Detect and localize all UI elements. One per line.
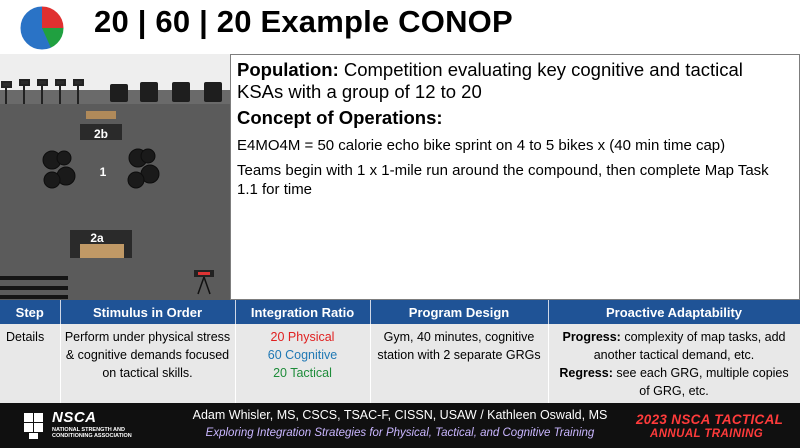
progress-text: complexity of map tasks, add another tactical demand, etc. <box>593 330 786 362</box>
logo-subtext: NATIONAL STRENGTH AND CONDITIONING ASSOCIATION <box>52 427 132 439</box>
population-text: Competition evaluating key cognitive and tactical KSAs with a group of 12 to 20 <box>237 59 743 102</box>
header-adaptability: Proactive Adaptability <box>548 300 800 324</box>
header-ratio: Integration Ratio <box>235 300 370 324</box>
ratio-tactical: 20 Tactical <box>273 366 332 380</box>
logo-text: NSCA <box>52 409 97 426</box>
progress-label: Progress: <box>562 330 621 344</box>
teams-line: Teams begin with 1 x 1-mile run around the compound, then complete Map Task 1.1 for time <box>237 162 769 198</box>
population-label: Population: <box>237 59 339 80</box>
station-2b-label: 2b <box>93 127 109 141</box>
header-stimulus: Stimulus in Order <box>60 300 235 324</box>
dumbbell-rack <box>0 276 68 299</box>
cell-program: Gym, 40 minutes, cognitive station with 2 separate GRGs <box>370 324 548 426</box>
header-program: Program Design <box>370 300 548 324</box>
ratio-cognitive: 60 Cognitive <box>267 348 338 362</box>
footer-bar <box>0 403 800 448</box>
title-bar <box>0 0 800 52</box>
event-title-line1: 2023 NSCA TACTICAL <box>636 412 784 427</box>
presentation-subtitle: Exploring Integration Strategies for Physical, Tactical, and Cognitive Training <box>205 427 595 439</box>
regress-line <box>553 364 796 400</box>
slide-title: 20 | 60 | 20 Example CONOP <box>94 4 513 39</box>
progress-line <box>553 328 796 364</box>
gym-floorplan-image <box>0 54 230 300</box>
conops-heading: Concept of Operations: <box>237 107 443 128</box>
regress-text: see each GRG, multiple copies of GRG, etc. <box>612 366 789 398</box>
authors-line: Adam Whisler, MS, CSCS, TSAC-F, CISSN, USAW / Kathleen Oswald, MS <box>192 408 608 422</box>
population-paragraph <box>237 59 791 103</box>
regress-label: Regress: <box>559 366 613 380</box>
workout-line: E4MO4M = 50 calorie echo bike sprint on 4 to 5 bikes x (40 min time cap) <box>237 137 726 154</box>
cell-stimulus: Perform under physical stress & cognitive demands focused on tactical skills. <box>60 324 235 426</box>
station-2a-label: 2a <box>90 231 104 245</box>
ratio-physical: 20 Physical <box>270 330 335 344</box>
header-step: Step <box>0 300 60 324</box>
nsca-logo <box>22 408 132 444</box>
station-1-label: 1 <box>99 165 107 179</box>
table-header-row <box>0 300 800 324</box>
pie-chart-icon <box>18 4 66 52</box>
cell-step: Details <box>0 324 60 426</box>
nsca-shield-icon <box>22 409 54 441</box>
conop-text-panel <box>230 54 800 300</box>
floorplan-svg <box>0 54 230 300</box>
event-title-line2: ANNUAL TRAINING <box>650 428 764 440</box>
